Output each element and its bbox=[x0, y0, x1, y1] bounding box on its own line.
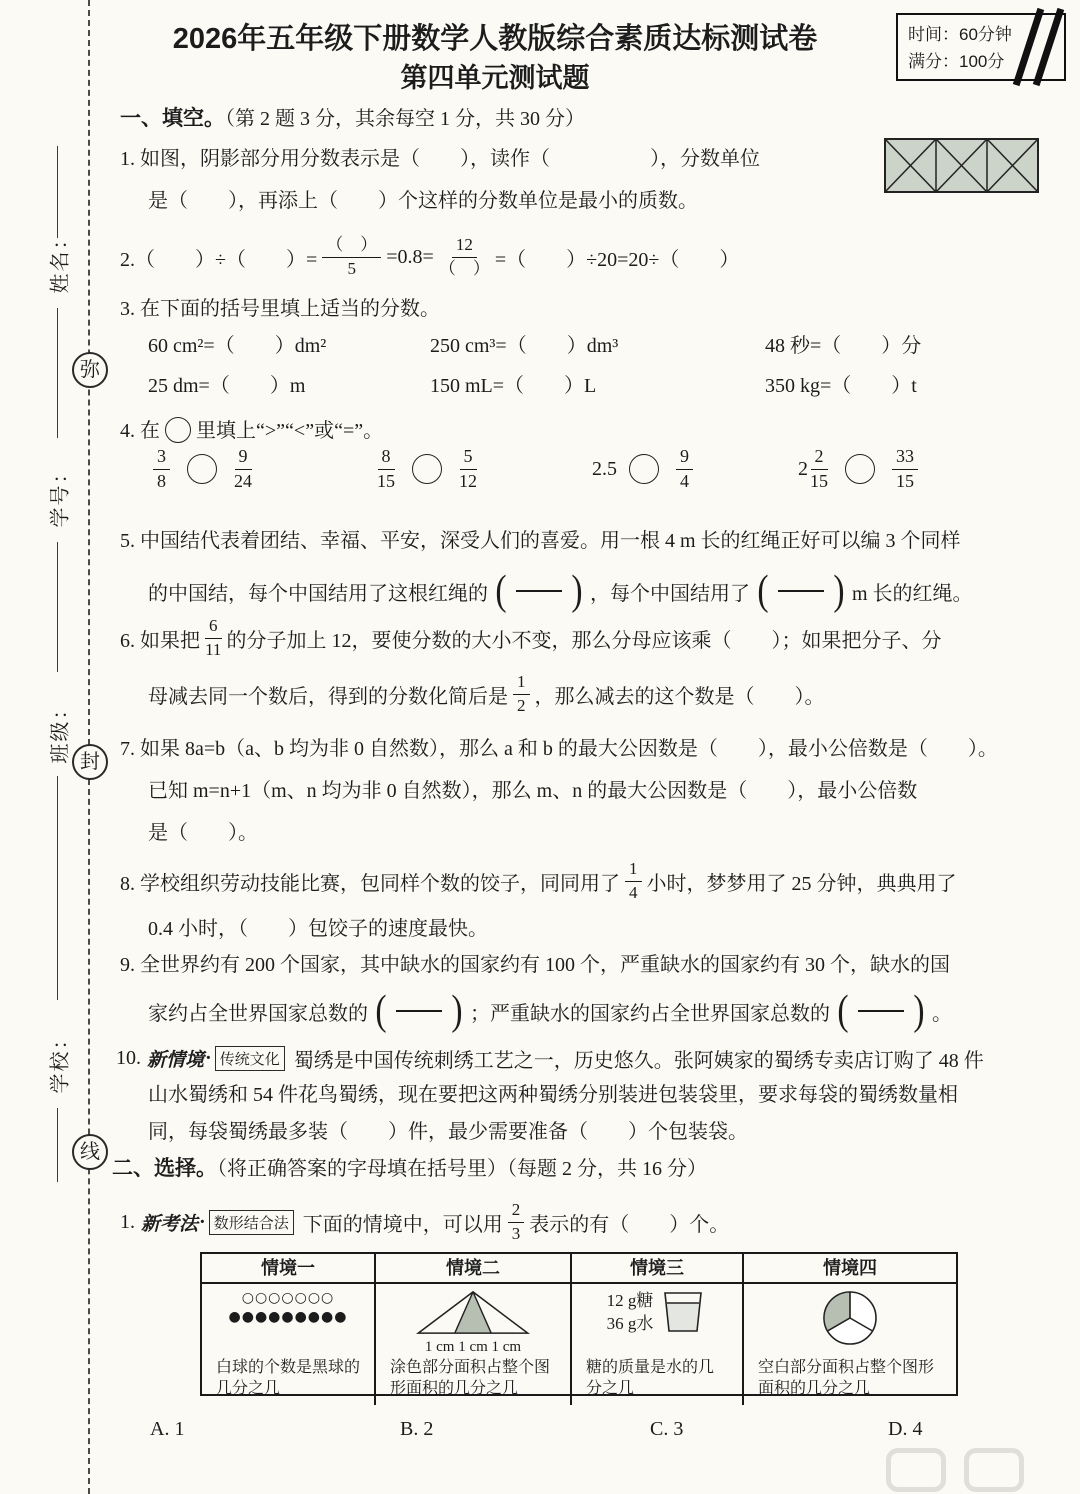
question-6-line1 bbox=[120, 610, 1060, 666]
fraction-numerator: 1 bbox=[513, 672, 530, 694]
question-4-post: 里填上“>”“<”或“=”。 bbox=[196, 420, 384, 442]
option-d: D. 4 bbox=[888, 1418, 923, 1440]
watermark-shape bbox=[964, 1448, 1024, 1492]
compare-circle-blank bbox=[165, 417, 191, 443]
seal-char-mi: 弥 bbox=[72, 352, 108, 388]
scenario-3-cell bbox=[570, 1254, 742, 1405]
question-6-rest1: 的分子加上 12，要使分数的大小不变，那么分母应该乘（ ）；如果把分子、分 bbox=[226, 629, 942, 652]
fraction-denominator: 12 bbox=[459, 470, 477, 491]
compare-item-4 bbox=[798, 446, 923, 492]
question-9-line1: 9. 全世界约有 200 个国家，其中缺水的国家约有 100 个，严重缺水的国家约有 30 个，缺水的国 bbox=[120, 954, 950, 976]
scenario-3-caption: 糖的质量是水的几分之几 bbox=[586, 1359, 715, 1397]
fraction-answer-blank bbox=[374, 990, 464, 1032]
time-score-box bbox=[896, 13, 1066, 81]
shaded-triangles-figure bbox=[884, 138, 1040, 194]
fraction-6-over-11 bbox=[205, 616, 222, 660]
fraction-numerator: 9 bbox=[235, 446, 252, 470]
scenario-2-caption: 涂色部分面积占整个图形面积的几分之几 bbox=[390, 1359, 551, 1397]
question-5-text-a: 的中国结，每个中国结用了这根红绳的 bbox=[148, 582, 488, 605]
question-10-number: 10. bbox=[116, 1047, 141, 1069]
fraction-denominator: 5 bbox=[347, 258, 357, 278]
margin-rule-line bbox=[57, 776, 58, 1000]
question-10 bbox=[116, 1040, 1060, 1151]
margin-rule-line bbox=[57, 542, 58, 672]
scenario-3-body bbox=[572, 1284, 742, 1405]
question-8-pre: 8. 学校组织劳动技能比赛，包同样个数的饺子，同同用了 bbox=[120, 872, 620, 895]
option-c: C. 3 bbox=[650, 1418, 684, 1440]
fraction-answer-blank bbox=[836, 990, 926, 1032]
question-1-line2: 是（ ），再添上（ ）个这样的分数单位是最小的质数。 bbox=[148, 190, 698, 212]
blank-line bbox=[516, 590, 562, 592]
question-5-text-c: m 长的红绳。 bbox=[852, 582, 973, 605]
scenario-4-header: 情境四 bbox=[744, 1254, 956, 1284]
compare-circle-blank bbox=[187, 454, 217, 484]
seal-char-xian: 线 bbox=[72, 1134, 108, 1170]
fraction-denominator: 4 bbox=[680, 470, 689, 491]
scenario-table bbox=[200, 1252, 958, 1396]
fraction-numerator: 33 bbox=[892, 446, 918, 470]
conversion-item: 350 kg=（ ）t bbox=[765, 375, 917, 397]
conversion-item: 25 dm=（ ）m bbox=[148, 375, 306, 397]
fraction-denominator: 24 bbox=[234, 470, 252, 491]
scenario-1-header: 情境一 bbox=[202, 1254, 374, 1284]
conversion-item: 250 cm³=（ ）dm³ bbox=[430, 335, 619, 357]
question-8-line1 bbox=[120, 854, 1060, 908]
left-paren: ( bbox=[495, 568, 507, 614]
scenario-4-cell bbox=[742, 1254, 956, 1405]
question-6-rest2: ，那么减去的这个数是（ ）。 bbox=[534, 685, 825, 708]
fraction-answer-blank bbox=[494, 570, 584, 612]
question-8 bbox=[120, 854, 1060, 950]
section2-title: 二、选择。 bbox=[112, 1157, 217, 1180]
scenario-1-body bbox=[202, 1284, 374, 1405]
fraction-numerator: 5 bbox=[460, 446, 477, 470]
question-4-items bbox=[0, 446, 1080, 506]
compare-item-3 bbox=[592, 446, 698, 492]
section1-title: 一、填空。 bbox=[120, 107, 225, 130]
question-1-line1: 1. 如图，阴影部分用分数表示是（ ），读作（ ），分数单位 bbox=[120, 148, 760, 170]
fraction-denominator: （ ） bbox=[438, 258, 490, 278]
fraction-numerator: 12 bbox=[452, 235, 477, 257]
student-id-field-label: 学号： bbox=[49, 461, 72, 528]
question-9-text-b: ；严重缺水的国家约占全世界国家总数的 bbox=[470, 1002, 830, 1025]
question-9-line2 bbox=[120, 984, 1060, 1038]
scenario-4-caption: 空白部分面积占整个图形面积的几分之几 bbox=[758, 1359, 935, 1397]
question-3-row1 bbox=[148, 326, 1060, 366]
section1-heading bbox=[120, 102, 1060, 132]
question-7-line3: 是（ ）。 bbox=[148, 822, 258, 844]
blank-line bbox=[858, 1010, 904, 1012]
question-2-mid: =0.8= bbox=[386, 245, 434, 268]
question-5-line1: 5. 中国结代表着团结、幸福、平安，深受人们的喜爱。用一根 4 m 长的红绳正好可以编 3 个同样 bbox=[120, 530, 961, 552]
scenario-1-caption: 白球的个数是黑球的几分之几 bbox=[216, 1359, 361, 1397]
fraction-denominator: 2 bbox=[517, 695, 526, 715]
question-2-prefix: 2.（ ）÷（ ）= bbox=[120, 248, 318, 271]
margin-rule-line bbox=[57, 308, 58, 438]
right-paren: ) bbox=[833, 568, 845, 614]
compare-circle-blank bbox=[629, 454, 659, 484]
fraction-numerator: 3 bbox=[153, 446, 170, 470]
fraction-numerator: 1 bbox=[625, 859, 642, 881]
fraction-blank-over-5 bbox=[322, 235, 381, 279]
triangle-base-label: 1 cm 1 cm 1 cm bbox=[424, 1339, 522, 1355]
left-paren: ( bbox=[375, 988, 387, 1034]
question-10-line3: 同，每袋蜀绣最多装（ ）件，最少需要准备（ ）个包装袋。 bbox=[148, 1121, 748, 1143]
question-3-row2 bbox=[148, 366, 1060, 406]
right-paren: ) bbox=[571, 568, 583, 614]
question-6 bbox=[120, 610, 1060, 722]
question-9 bbox=[120, 946, 1060, 1038]
question-6-pre2: 母减去同一个数后，得到的分数化简后是 bbox=[148, 685, 508, 708]
scenario-4-body bbox=[744, 1284, 956, 1405]
question-7-line1: 7. 如果 8a=b（a、b 均为非 0 自然数），那么 a 和 b 的最大公因数是（ ），最小公倍数是（ ）。 bbox=[120, 738, 998, 760]
fraction-numerator: 6 bbox=[205, 616, 222, 638]
question-5 bbox=[120, 520, 1060, 620]
badge-dot: · bbox=[205, 1047, 212, 1069]
new-method-badge: 新考法 bbox=[141, 1213, 199, 1235]
fraction bbox=[234, 446, 252, 492]
fraction-numerator: 8 bbox=[378, 446, 395, 470]
compare-circle-blank bbox=[412, 454, 442, 484]
fraction-denominator: 15 bbox=[810, 470, 828, 491]
fraction-denominator: 3 bbox=[511, 1223, 521, 1243]
question-10-line1 bbox=[116, 1040, 1060, 1077]
s2-question-1-rest: 表示的有（ ）个。 bbox=[529, 1213, 730, 1236]
pie-thirds-figure bbox=[821, 1289, 879, 1347]
fraction-numerator: 9 bbox=[676, 446, 693, 470]
fraction bbox=[377, 446, 395, 492]
question-6-pre: 6. 如果把 bbox=[120, 629, 200, 652]
traditional-culture-tag: 传统文化 bbox=[215, 1046, 285, 1071]
left-paren: ( bbox=[757, 568, 769, 614]
question-2-suffix: =（ ）÷20=20÷（ ） bbox=[494, 248, 740, 271]
question-7-line2: 已知 m=n+1（m、n 均为非 0 自然数），那么 m、n 的最大公因数是（ ），最小公倍数 bbox=[148, 780, 918, 802]
fraction-12-over-blank bbox=[439, 235, 490, 279]
time-label: 时间：60分钟 bbox=[908, 25, 1012, 44]
watermark-shape bbox=[886, 1448, 946, 1492]
s2-question-1-number: 1. bbox=[120, 1210, 135, 1233]
black-balls-row: ●●●●●●●●● bbox=[228, 1309, 348, 1325]
scenario-2-body bbox=[376, 1284, 570, 1405]
school-field-label: 学校： bbox=[49, 1027, 72, 1094]
score-label: 满分：100分 bbox=[908, 52, 1005, 71]
paper-subtitle: 第四单元测试题 bbox=[400, 63, 590, 93]
sugar-water-labels bbox=[607, 1289, 654, 1335]
blank-line bbox=[778, 590, 824, 592]
decimal-operand: 2.5 bbox=[592, 457, 617, 480]
fraction-1-over-2 bbox=[513, 672, 530, 716]
divided-triangle-figure bbox=[409, 1289, 537, 1337]
name-field-label: 姓名： bbox=[49, 227, 72, 294]
fraction-numerator: 2 bbox=[508, 1200, 525, 1222]
scenario-1-cell bbox=[202, 1254, 374, 1405]
badge-dot: · bbox=[199, 1210, 206, 1233]
question-8-line2: 0.4 小时，（ ）包饺子的速度最快。 bbox=[148, 918, 488, 940]
question-6-line2 bbox=[120, 666, 1060, 722]
fraction-1-over-4 bbox=[625, 859, 642, 903]
conversion-item: 150 mL=（ ）L bbox=[430, 375, 597, 397]
fraction-denominator: 11 bbox=[205, 639, 222, 659]
question-9-text-a: 家约占全世界国家总数的 bbox=[148, 1002, 368, 1025]
fraction-denominator: 15 bbox=[377, 470, 395, 491]
sugar-water-figure bbox=[607, 1289, 708, 1335]
white-balls-row: ○○○○○○○ bbox=[241, 1290, 335, 1306]
option-a: A. 1 bbox=[150, 1418, 185, 1440]
question-7 bbox=[120, 728, 1060, 854]
conversion-item: 48 秒=（ ）分 bbox=[765, 335, 922, 357]
scenario-2-header: 情境二 bbox=[376, 1254, 570, 1284]
fraction-answer-blank bbox=[756, 570, 846, 612]
compare-item-1 bbox=[148, 446, 257, 492]
number-shape-method-tag: 数形结合法 bbox=[209, 1210, 294, 1235]
fraction bbox=[153, 446, 170, 492]
fraction-2-over-3 bbox=[508, 1200, 525, 1244]
mixed-number-whole: 2 bbox=[798, 457, 808, 480]
option-b: B. 2 bbox=[400, 1418, 434, 1440]
conversion-item: 60 cm²=（ ）dm² bbox=[148, 335, 327, 357]
question-10-text1: 蜀绣是中国传统刺绣工艺之一，历史悠久。张阿姨家的蜀绣专卖店订购了 48 件 bbox=[293, 1050, 984, 1072]
scenario-2-cell bbox=[374, 1254, 570, 1405]
fraction-denominator: 4 bbox=[629, 882, 638, 902]
question-3-head: 3. 在下面的括号里填上适当的分数。 bbox=[120, 298, 440, 320]
new-context-badge: 新情境 bbox=[147, 1050, 205, 1071]
blank-line bbox=[396, 1010, 442, 1012]
fraction-denominator: 8 bbox=[157, 470, 166, 491]
cup-icon bbox=[659, 1289, 707, 1335]
sugar-label: 12 g糖 bbox=[606, 1291, 654, 1310]
section2-points: （将正确答案的字母填在括号里）（每题 2 分，共 16 分） bbox=[217, 1158, 707, 1180]
fraction-numerator: （ ） bbox=[322, 235, 381, 257]
fraction bbox=[459, 446, 477, 492]
left-paren: ( bbox=[837, 988, 849, 1034]
question-5-text-b: ，每个中国结用了 bbox=[590, 582, 750, 605]
compare-item-2 bbox=[372, 446, 482, 492]
question-9-text-c: 。 bbox=[932, 1002, 952, 1025]
paper-title: 2026年五年级下册数学人教版综合素质达标测试卷 bbox=[172, 23, 818, 55]
fraction bbox=[892, 446, 918, 492]
question-4-pre: 4. 在 bbox=[120, 420, 160, 442]
seal-char-feng: 封 bbox=[72, 744, 108, 780]
question-2 bbox=[120, 226, 1060, 288]
right-paren: ) bbox=[913, 988, 925, 1034]
question-8-rest: 小时，梦梦用了 25 分钟，典典用了 bbox=[646, 872, 957, 895]
section2-question-1 bbox=[120, 1194, 1060, 1250]
section1-points: （第 2 题 3 分，其余每空 1 分，共 30 分） bbox=[225, 108, 585, 130]
s2-question-1-pre: 下面的情境中，可以用 bbox=[302, 1213, 503, 1236]
section2-heading bbox=[112, 1152, 1060, 1182]
scenario-3-header: 情境三 bbox=[572, 1254, 742, 1284]
fraction bbox=[810, 446, 828, 492]
right-paren: ) bbox=[451, 988, 463, 1034]
question-10-line2: 山水蜀绣和 54 件花鸟蜀绣，现在要把这两种蜀绣分别装进包装袋里，要求每袋的蜀绣数量相 bbox=[148, 1084, 958, 1106]
class-field-label: 班级： bbox=[49, 697, 72, 764]
fraction bbox=[676, 446, 693, 492]
compare-circle-blank bbox=[845, 454, 875, 484]
fraction-denominator: 15 bbox=[896, 470, 914, 491]
fraction-numerator: 2 bbox=[811, 446, 828, 470]
water-label: 36 g水 bbox=[606, 1314, 654, 1333]
